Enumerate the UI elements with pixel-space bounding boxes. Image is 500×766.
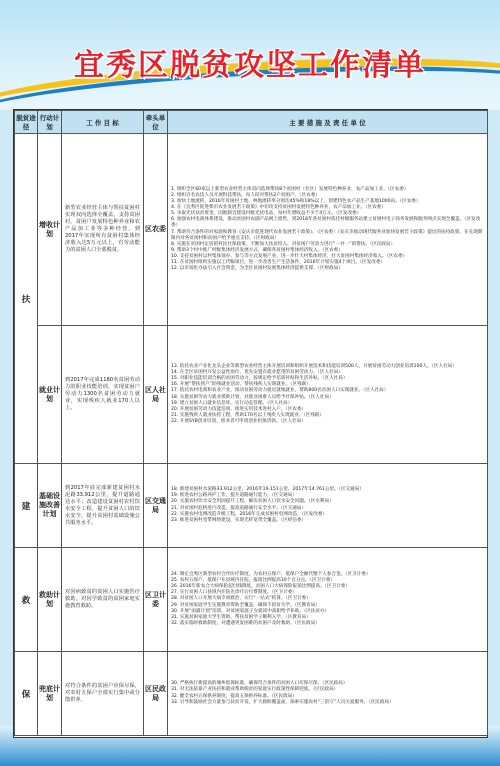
- plan-cell: 救助计划: [38, 548, 62, 652]
- measure-item: 19. 推进农村公路养护工作，提升道路通行能力。（区交通局）: [171, 493, 297, 499]
- measure-item: 24. 制定宜秀区新型农村合作医疗制度，为农村五保户、低保户全额代缴个人参合金。（区卫计委）: [171, 572, 371, 578]
- measures-cell: [168, 326, 488, 464]
- plan-cell: 兜底计划: [38, 652, 62, 736]
- goal-cell: 对因病致贫的贫困人口实施医疗救助，对因学致贫的贫困家庭实施教育救助。: [62, 548, 144, 652]
- measure-item: 4. 在《宜秀区促进柴市农业发展若干政策》中切块支持贫困村发展特色种养业，农产品加工业。（区农委）: [171, 205, 386, 211]
- unit-cell: 区农委: [144, 134, 168, 326]
- measure-item: 29. 对贫困家庭学生实施教育资助全覆盖，确保不因贫失学。（区教育局）: [171, 602, 320, 608]
- measure-item: 8. 实施在贫困村定居的村民社保政策，不断加大扶贫投入，对贫困户劳动力进行“一对一”的帮扶。（区民政局）: [171, 241, 396, 247]
- measure-item: 11. 在贫困村组织实施以工代赈项目，进一步改善生产生活条件，2016年计划实施4个项目。（区发改委）: [171, 259, 386, 265]
- path-cell-jiu: 救: [15, 548, 38, 652]
- header-unit: 牵头单位: [144, 111, 168, 134]
- path-cell-bao: 保: [15, 652, 38, 736]
- measure-item: 19. 建立贫困人口就业信息库，实行动态管理。（区人社局）: [171, 400, 293, 406]
- measure-item: 25. 农村五保户、低保户在县域内住院，报销比例提高10个百分点。（区卫计委）: [171, 578, 335, 584]
- measure-item: 17. 依托农村电商和农业产业，推动贫困劳动力就近就地就业，帮助800名贫困人口实现就业。（区人社局）: [171, 388, 389, 394]
- goal-cell: 新型农业经营主体与帮扶贫困村实现双向选择全覆盖，支持贫困村、贫困户发展特色种养业和农产品加工业等多种经营，到2017年实现所有贫困村集体经济收入达5万元以上，有劳动能力的贫困人口全部脱贫。: [62, 134, 144, 326]
- table-row: [15, 464, 488, 548]
- measure-item: 13. 依托农业产业化龙头企业等新型农业经营主体开展培训和组织开展技术和技能培训500人，开展贫困劳动力创业培训100人。（区人社局）: [171, 364, 457, 370]
- measure-item: 12. 以市场化办法引入社会资金，为全区贫困村发展集体经济提供支撑。（区财政局）: [171, 265, 343, 271]
- measure-item: 30. 严格执行新提高的城乡低保标准，确保符合条件的贫困人口应保尽保。（区民政局）: [171, 681, 348, 687]
- path-cell-fu: 扶: [15, 134, 38, 464]
- measure-item: 7. 帮助符合条件的对家庭和教育《安庆市促进现代农业发展若干政策》。（区农委）《安庆市推动现代服务业加快发展若干政策》提出的扶持政策，在兑现期限内对各贫困村和贫困户给予重点支持。（区财政局）: [171, 229, 483, 241]
- measure-item: 33. 引导和鼓励社会力量参与扶贫开发，扩大救助覆盖面，探索实施农村“三留守”人员关爱服务。（区民政局）: [171, 699, 394, 705]
- measure-item: 2. 组织百名农技人员开展科技帮扶，每人结对帮扶2户贫困户。（区农委）: [171, 193, 320, 199]
- measure-item: 21. 实施残疾人就业扶持工程，帮助170名以上残疾人实现就业。（区残联）: [171, 412, 325, 418]
- measures-cell: [168, 548, 488, 652]
- measure-item: 31. 对无法依靠产业扶持和就业帮助脱贫的家庭实行政策性保障兜底。（区民政局）: [171, 687, 339, 693]
- path-cell-jian: 建: [15, 464, 38, 548]
- plan-cell: 基础设施改善计划: [38, 464, 62, 548]
- measure-item: 22. 实施农村电网改造升级工程，2016年完成贫困村电网改造。（区发改委）: [171, 511, 327, 517]
- table-header-row: [15, 111, 488, 134]
- measure-item: 9. 帮助3个村中推广村级集体经济发展方式，确保各贫困村集体经济收入。（区农委）: [171, 247, 343, 253]
- measure-item: 22. 开展SYB创业培训，创业者可申请创业担保贷款。（区人社局）: [171, 418, 306, 424]
- header-goal: 工 作 目 标: [62, 111, 144, 134]
- measure-item: 3. 加快土地流转，2016年贫困村土地、林地流转率分别达45%和18%以上，创建特色农产品生产基地1000亩。（区农委）: [171, 199, 421, 205]
- measure-item: 23. 推进贫困村宽带网络建设，实现光纤宽带全覆盖。（区经信委）: [171, 517, 307, 523]
- unit-cell: 区民政局: [144, 652, 168, 736]
- measure-item: 32. 落实临时救助制度，对遭遇突发困难的贫困户及时救助。（区民政局）: [171, 620, 320, 626]
- measure-item: 26. 2016年新农合大病保险起付线降低，贫困人口大病保险报销比例提高。（区卫计委）: [171, 584, 350, 590]
- plan-cell: 增收计划: [38, 134, 62, 326]
- measure-item: 18. 实施贫困劳动力就业援助计划，对就业困难人员给予社保补贴。（区人社局）: [171, 394, 334, 400]
- plan-cell: 就业计划: [38, 326, 62, 464]
- measure-item: 20. 开展贫困劳动力技能培训，推进实用技术进村入户。（区农委）: [171, 406, 307, 412]
- measure-item: 27. 实行贫困人口县域内住院先诊疗后付费制度。（区卫计委）: [171, 590, 297, 596]
- measure-item: 5. 争取光伏扶贫资金，因地制宜建设村级光伏电站，每村年增收益不少于4万元。（区发改委）: [171, 211, 362, 217]
- measures-cell: [168, 134, 488, 326]
- work-list-table: [14, 110, 488, 736]
- measure-item: 18. 新建贫困村水泥路33.912公里，2016年19.151公里，2017年14.761公里。（区交通局）: [171, 487, 364, 493]
- measure-item: 31. 实施贫困家庭大学生资助，帮扶贫困学子顺利入学。（区教育局）: [171, 614, 311, 620]
- measures-cell: [168, 652, 488, 736]
- measures-cell: [168, 464, 488, 548]
- measure-item: 30. 开展“雨露计划”培训，对贫困家庭子女就读中高职给予补助。（区扶贫办）: [171, 608, 330, 614]
- measure-item: 14. 在全区贫困村开发公益性岗位，优先安置有就业愿望的贫困劳动力。（区人社局）: [171, 370, 343, 376]
- measure-item: 15. 对职业技能培训合格的贫困劳动力，按规定给予培训补贴和生活补贴。（区人社局）: [171, 376, 348, 382]
- measure-item: 10. 支持贫困村以村集体领办、参与等方式发展产业，进一步壮大村集体经济，壮大贫困村集体经济收入。（区农委）: [171, 253, 408, 259]
- page-title: 宜秀区脱贫攻坚工作清单: [74, 48, 426, 83]
- unit-cell: 区人社局: [144, 326, 168, 464]
- goal-cell: 到2017年完成1180名贫困劳动力的职业技能培训，实现贫困户劳动力1300名贫困劳动力就业，实现残疾人就业170人以上。: [62, 326, 144, 464]
- goal-cell: 到2017年底完成新建贫困村水泥路33.912公里，提升道路通达水平；改造建设贫困村农村饮水安全工程，提升贫困人口的饮水安全，提升贫困村基础设施公共服务水平。: [62, 464, 144, 548]
- unit-cell: 区卫计委: [144, 548, 168, 652]
- table-row: [15, 326, 488, 464]
- measure-item: 21. 对贫困村危桥进行改造，提高道路通行安全水平。（区交通局）: [171, 505, 307, 511]
- measure-item: 6. 加强农村电商体系建设，推动贫困村农副产品网上销售，到2018年各贫困村依托村级服务站建立贫困村电子商务发展和服务网点实现全覆盖。（区发改委）: [171, 217, 481, 229]
- measure-item: 20. 实施农村饮水安全巩固提升工程，解决贫困人口饮水安全问题。（区水利局）: [171, 499, 334, 505]
- header-plan: 行动计划: [38, 111, 62, 134]
- measure-item: 32. 健全农村五保供养制度，提高五保供养标准。（区民政局）: [171, 693, 297, 699]
- goal-cell: 对符合条件的贫困户应保尽保，对农村五保户全部实行集中或分散供养。: [62, 652, 144, 736]
- measure-item: 16. 开展“帮扶到户”助残就业活动，帮扶残疾人实现就业。（区残联）: [171, 382, 311, 388]
- table-row: [15, 548, 488, 652]
- measure-item: 1. 组织全区60家以上新型农业经营主体双向选择帮扶8个贫困村（社区）发展特色种养业、农产品加工业。（区农委）: [171, 187, 409, 193]
- header-measures: 主 要 措 施 及 责 任 单 位: [168, 111, 488, 134]
- header-path: 脱贫途径: [15, 111, 38, 134]
- table-row: [15, 652, 488, 736]
- work-list-table-container: [13, 109, 488, 738]
- measure-item: 28. 对贫困人口开展大病专项救治，实行“一站式”结算。（区卫计委）: [171, 596, 311, 602]
- unit-cell: 区交通局: [144, 464, 168, 548]
- table-row: [15, 134, 488, 326]
